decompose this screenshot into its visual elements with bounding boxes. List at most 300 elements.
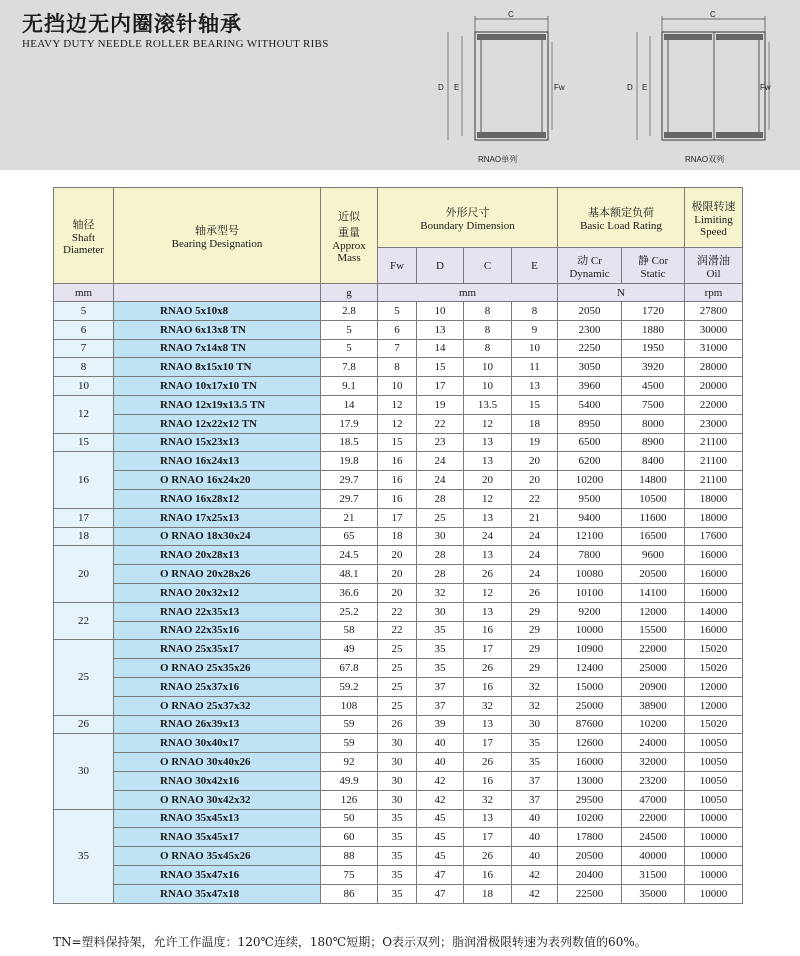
unit-designation	[114, 284, 321, 302]
page-subtitle: HEAVY DUTY NEEDLE ROLLER BEARING WITHOUT RIBS	[22, 38, 329, 50]
value-cell: 29	[512, 621, 558, 640]
value-cell: 26	[464, 565, 512, 584]
value-cell: 27800	[685, 302, 743, 321]
value-cell: 32	[464, 790, 512, 809]
designation-cell: RNAO 35x47x16	[114, 865, 321, 884]
value-cell: 2250	[558, 339, 622, 358]
designation-cell: O RNAO 25x37x32	[114, 696, 321, 715]
value-cell: 2050	[558, 302, 622, 321]
value-cell: 10000	[685, 865, 743, 884]
designation-cell: RNAO 6x13x8 TN	[114, 320, 321, 339]
value-cell: 17600	[685, 527, 743, 546]
table-row	[54, 828, 743, 847]
value-cell: 49	[321, 640, 378, 659]
value-cell: 22000	[685, 395, 743, 414]
value-cell: 30	[378, 771, 417, 790]
value-cell: 42	[417, 771, 464, 790]
header-boundary: 外形尺寸 Boundary Dimension	[378, 188, 558, 248]
value-cell: 22	[417, 414, 464, 433]
designation-cell: RNAO 22x35x13	[114, 602, 321, 621]
value-cell: 20	[464, 471, 512, 490]
table-row	[54, 677, 743, 696]
header-load: 基本额定负荷 Basic Load Rating	[558, 188, 685, 248]
value-cell: 17.9	[321, 414, 378, 433]
bearing-table	[53, 187, 743, 904]
sub-dynamic: 动 Cr Dynamic	[558, 248, 622, 284]
value-cell: 45	[417, 847, 464, 866]
value-cell: 10000	[685, 847, 743, 866]
value-cell: 10000	[685, 884, 743, 903]
designation-cell: RNAO 30x40x17	[114, 734, 321, 753]
value-cell: 10000	[558, 621, 622, 640]
value-cell: 10000	[685, 809, 743, 828]
value-cell: 10000	[685, 828, 743, 847]
value-cell: 47	[417, 884, 464, 903]
sub-c: C	[464, 248, 512, 284]
value-cell: 35	[417, 640, 464, 659]
designation-cell: RNAO 25x37x16	[114, 677, 321, 696]
sub-static: 静 Cor Static	[622, 248, 685, 284]
designation-cell: RNAO 5x10x8	[114, 302, 321, 321]
value-cell: 40	[512, 809, 558, 828]
value-cell: 28	[417, 546, 464, 565]
dim-c-label: C	[508, 10, 514, 19]
value-cell: 22	[512, 489, 558, 508]
value-cell: 16	[378, 471, 417, 490]
value-cell: 21	[512, 508, 558, 527]
value-cell: 7.8	[321, 358, 378, 377]
value-cell: 24	[512, 527, 558, 546]
value-cell: 16500	[622, 527, 685, 546]
table-row	[54, 302, 743, 321]
value-cell: 10050	[685, 790, 743, 809]
value-cell: 31500	[622, 865, 685, 884]
value-cell: 60	[321, 828, 378, 847]
value-cell: 108	[321, 696, 378, 715]
value-cell: 22000	[622, 809, 685, 828]
value-cell: 18	[464, 884, 512, 903]
value-cell: 26	[378, 715, 417, 734]
value-cell: 16	[464, 621, 512, 640]
value-cell: 17	[464, 640, 512, 659]
value-cell: 11	[512, 358, 558, 377]
value-cell: 1950	[622, 339, 685, 358]
value-cell: 14800	[622, 471, 685, 490]
value-cell: 29	[512, 640, 558, 659]
value-cell: 16000	[685, 621, 743, 640]
value-cell: 5	[378, 302, 417, 321]
shaft-diameter-cell: 35	[54, 809, 114, 903]
value-cell: 2.8	[321, 302, 378, 321]
value-cell: 13000	[558, 771, 622, 790]
value-cell: 42	[417, 790, 464, 809]
value-cell: 59	[321, 734, 378, 753]
value-cell: 15020	[685, 715, 743, 734]
table-row	[54, 433, 743, 452]
value-cell: 15	[512, 395, 558, 414]
value-cell: 40	[512, 847, 558, 866]
value-cell: 88	[321, 847, 378, 866]
sub-e: E	[512, 248, 558, 284]
table-row	[54, 471, 743, 490]
shaft-diameter-cell: 8	[54, 358, 114, 377]
value-cell: 10500	[622, 489, 685, 508]
value-cell: 126	[321, 790, 378, 809]
value-cell: 9200	[558, 602, 622, 621]
table-row	[54, 546, 743, 565]
designation-cell: RNAO 12x22x12 TN	[114, 414, 321, 433]
value-cell: 75	[321, 865, 378, 884]
table-row	[54, 621, 743, 640]
value-cell: 38900	[622, 696, 685, 715]
value-cell: 1720	[622, 302, 685, 321]
value-cell: 25000	[558, 696, 622, 715]
table-row	[54, 414, 743, 433]
dim-e-label: E	[454, 83, 460, 92]
value-cell: 23	[417, 433, 464, 452]
value-cell: 36.6	[321, 583, 378, 602]
value-cell: 16	[464, 677, 512, 696]
value-cell: 18000	[685, 508, 743, 527]
value-cell: 10100	[558, 583, 622, 602]
value-cell: 26	[464, 847, 512, 866]
shaft-diameter-cell: 12	[54, 395, 114, 433]
table-row	[54, 339, 743, 358]
designation-cell: O RNAO 16x24x20	[114, 471, 321, 490]
value-cell: 13	[417, 320, 464, 339]
value-cell: 6200	[558, 452, 622, 471]
value-cell: 18	[512, 414, 558, 433]
value-cell: 15020	[685, 640, 743, 659]
value-cell: 25.2	[321, 602, 378, 621]
value-cell: 30	[378, 790, 417, 809]
shaft-diameter-cell: 22	[54, 602, 114, 640]
value-cell: 12100	[558, 527, 622, 546]
value-cell: 17800	[558, 828, 622, 847]
value-cell: 12000	[685, 696, 743, 715]
designation-cell: RNAO 16x24x13	[114, 452, 321, 471]
value-cell: 42	[512, 865, 558, 884]
value-cell: 35	[417, 659, 464, 678]
dim-fw-label: Fw	[554, 83, 565, 92]
value-cell: 6	[378, 320, 417, 339]
designation-cell: O RNAO 30x40x26	[114, 753, 321, 772]
header-designation: 轴承型号 Bearing Designation	[114, 188, 321, 284]
table-row	[54, 508, 743, 527]
value-cell: 26	[464, 659, 512, 678]
sub-d: D	[417, 248, 464, 284]
value-cell: 65	[321, 527, 378, 546]
value-cell: 37	[417, 677, 464, 696]
value-cell: 29	[512, 659, 558, 678]
value-cell: 29.7	[321, 489, 378, 508]
value-cell: 40	[417, 753, 464, 772]
designation-cell: O RNAO 25x35x26	[114, 659, 321, 678]
table-row	[54, 865, 743, 884]
value-cell: 5	[321, 339, 378, 358]
designation-cell: RNAO 35x47x18	[114, 884, 321, 903]
value-cell: 32	[512, 677, 558, 696]
header-speed: 极限转速 Limiting Speed	[685, 188, 743, 248]
value-cell: 25	[378, 640, 417, 659]
value-cell: 26	[512, 583, 558, 602]
value-cell: 35	[378, 847, 417, 866]
value-cell: 37	[417, 696, 464, 715]
value-cell: 10200	[558, 809, 622, 828]
table-body	[54, 302, 743, 904]
shaft-diameter-cell: 15	[54, 433, 114, 452]
value-cell: 3960	[558, 377, 622, 396]
value-cell: 25	[417, 508, 464, 527]
value-cell: 30	[417, 602, 464, 621]
value-cell: 30	[378, 753, 417, 772]
value-cell: 12000	[685, 677, 743, 696]
value-cell: 48.1	[321, 565, 378, 584]
value-cell: 13	[464, 508, 512, 527]
value-cell: 14100	[622, 583, 685, 602]
value-cell: 12400	[558, 659, 622, 678]
unit-shaft: mm	[54, 284, 114, 302]
value-cell: 37	[512, 771, 558, 790]
value-cell: 19.8	[321, 452, 378, 471]
table-row	[54, 715, 743, 734]
unit-dim: mm	[378, 284, 558, 302]
value-cell: 21	[321, 508, 378, 527]
value-cell: 35	[417, 621, 464, 640]
value-cell: 35	[378, 865, 417, 884]
table-row	[54, 583, 743, 602]
value-cell: 29.7	[321, 471, 378, 490]
value-cell: 14000	[685, 602, 743, 621]
shaft-diameter-cell: 6	[54, 320, 114, 339]
dim-d-label-2: D	[627, 83, 633, 92]
value-cell: 12	[378, 395, 417, 414]
value-cell: 10050	[685, 771, 743, 790]
value-cell: 23000	[685, 414, 743, 433]
value-cell: 9	[512, 320, 558, 339]
table-row	[54, 320, 743, 339]
designation-cell: O RNAO 35x45x26	[114, 847, 321, 866]
value-cell: 59	[321, 715, 378, 734]
value-cell: 45	[417, 828, 464, 847]
designation-cell: RNAO 7x14x8 TN	[114, 339, 321, 358]
value-cell: 18000	[685, 489, 743, 508]
value-cell: 29	[512, 602, 558, 621]
shaft-diameter-cell: 10	[54, 377, 114, 396]
value-cell: 10	[464, 358, 512, 377]
value-cell: 20	[378, 565, 417, 584]
value-cell: 24.5	[321, 546, 378, 565]
value-cell: 25000	[622, 659, 685, 678]
value-cell: 49.9	[321, 771, 378, 790]
value-cell: 8400	[622, 452, 685, 471]
double-row-bearing-diagram	[625, 10, 775, 165]
value-cell: 13	[464, 809, 512, 828]
header-mass: 近似 重量 Approx Mass	[321, 188, 378, 284]
shaft-diameter-cell: 20	[54, 546, 114, 602]
designation-cell: RNAO 35x45x13	[114, 809, 321, 828]
designation-cell: RNAO 20x28x13	[114, 546, 321, 565]
dim-e-label-2: E	[642, 83, 648, 92]
designation-cell: O RNAO 20x28x26	[114, 565, 321, 584]
value-cell: 45	[417, 809, 464, 828]
value-cell: 14	[321, 395, 378, 414]
value-cell: 40000	[622, 847, 685, 866]
value-cell: 11600	[622, 508, 685, 527]
value-cell: 35	[378, 884, 417, 903]
value-cell: 20	[512, 452, 558, 471]
table-row	[54, 395, 743, 414]
table-row	[54, 847, 743, 866]
value-cell: 8	[378, 358, 417, 377]
designation-cell: RNAO 17x25x13	[114, 508, 321, 527]
value-cell: 17	[464, 734, 512, 753]
footnote: TN=塑料保持架，允许工作温度：120℃连续，180℃短期；O表示双列；脂润滑极限转速为表列数值的60%。	[53, 935, 647, 949]
value-cell: 24500	[622, 828, 685, 847]
value-cell: 24000	[622, 734, 685, 753]
value-cell: 25	[378, 696, 417, 715]
value-cell: 21100	[685, 452, 743, 471]
value-cell: 8000	[622, 414, 685, 433]
table-row	[54, 358, 743, 377]
value-cell: 9.1	[321, 377, 378, 396]
value-cell: 29500	[558, 790, 622, 809]
value-cell: 35	[378, 809, 417, 828]
value-cell: 16	[464, 771, 512, 790]
designation-cell: RNAO 15x23x13	[114, 433, 321, 452]
unit-speed: rpm	[685, 284, 743, 302]
value-cell: 22	[378, 602, 417, 621]
value-cell: 9600	[622, 546, 685, 565]
table-row	[54, 489, 743, 508]
value-cell: 19	[512, 433, 558, 452]
value-cell: 32	[512, 696, 558, 715]
value-cell: 10	[417, 302, 464, 321]
table-row	[54, 565, 743, 584]
header-band	[0, 0, 800, 170]
value-cell: 21100	[685, 433, 743, 452]
value-cell: 1880	[622, 320, 685, 339]
value-cell: 8	[464, 302, 512, 321]
value-cell: 9500	[558, 489, 622, 508]
table-row	[54, 640, 743, 659]
value-cell: 15	[417, 358, 464, 377]
value-cell: 92	[321, 753, 378, 772]
value-cell: 86	[321, 884, 378, 903]
value-cell: 10200	[622, 715, 685, 734]
value-cell: 22000	[622, 640, 685, 659]
value-cell: 20400	[558, 865, 622, 884]
value-cell: 35	[512, 753, 558, 772]
value-cell: 17	[464, 828, 512, 847]
value-cell: 28	[417, 489, 464, 508]
header-shaft: 轴径 Shaft Diameter	[54, 188, 114, 284]
value-cell: 40	[417, 734, 464, 753]
single-row-bearing-diagram	[430, 10, 565, 165]
value-cell: 13	[512, 377, 558, 396]
shaft-diameter-cell: 16	[54, 452, 114, 508]
page-title: 无挡边无内圈滚针轴承	[22, 11, 242, 36]
value-cell: 4500	[622, 377, 685, 396]
shaft-diameter-cell: 17	[54, 508, 114, 527]
table-row	[54, 452, 743, 471]
value-cell: 10	[464, 377, 512, 396]
table-row	[54, 377, 743, 396]
value-cell: 14	[417, 339, 464, 358]
value-cell: 10080	[558, 565, 622, 584]
table-row	[54, 659, 743, 678]
designation-cell: RNAO 35x45x17	[114, 828, 321, 847]
value-cell: 13	[464, 715, 512, 734]
value-cell: 10200	[558, 471, 622, 490]
value-cell: 26	[464, 753, 512, 772]
shaft-diameter-cell: 25	[54, 640, 114, 715]
value-cell: 20500	[558, 847, 622, 866]
value-cell: 12600	[558, 734, 622, 753]
value-cell: 31000	[685, 339, 743, 358]
value-cell: 3050	[558, 358, 622, 377]
designation-cell: RNAO 30x42x16	[114, 771, 321, 790]
shaft-diameter-cell: 7	[54, 339, 114, 358]
sub-fw: Fw	[378, 248, 417, 284]
value-cell: 30000	[685, 320, 743, 339]
value-cell: 8	[464, 339, 512, 358]
value-cell: 10900	[558, 640, 622, 659]
dim-fw-label-2: Fw	[760, 83, 771, 92]
designation-cell: RNAO 16x28x12	[114, 489, 321, 508]
designation-cell: RNAO 26x39x13	[114, 715, 321, 734]
table-row	[54, 527, 743, 546]
value-cell: 10050	[685, 734, 743, 753]
value-cell: 30	[512, 715, 558, 734]
value-cell: 20	[378, 546, 417, 565]
value-cell: 28000	[685, 358, 743, 377]
value-cell: 12	[464, 583, 512, 602]
value-cell: 7500	[622, 395, 685, 414]
single-row-caption: RNAO单列	[478, 155, 518, 164]
value-cell: 3920	[622, 358, 685, 377]
double-row-caption: RNAO双列	[685, 155, 725, 164]
value-cell: 17	[417, 377, 464, 396]
value-cell: 8900	[622, 433, 685, 452]
value-cell: 15500	[622, 621, 685, 640]
value-cell: 16000	[685, 565, 743, 584]
designation-cell: RNAO 22x35x16	[114, 621, 321, 640]
unit-mass: g	[321, 284, 378, 302]
table-row	[54, 771, 743, 790]
value-cell: 19	[417, 395, 464, 414]
value-cell: 28	[417, 565, 464, 584]
value-cell: 12000	[622, 602, 685, 621]
value-cell: 23200	[622, 771, 685, 790]
value-cell: 10050	[685, 753, 743, 772]
designation-cell: RNAO 8x15x10 TN	[114, 358, 321, 377]
value-cell: 15	[378, 433, 417, 452]
table-row	[54, 753, 743, 772]
value-cell: 20900	[622, 677, 685, 696]
value-cell: 35	[512, 734, 558, 753]
value-cell: 20500	[622, 565, 685, 584]
value-cell: 5400	[558, 395, 622, 414]
value-cell: 40	[512, 828, 558, 847]
value-cell: 18	[378, 527, 417, 546]
value-cell: 59.2	[321, 677, 378, 696]
value-cell: 12	[464, 414, 512, 433]
dim-c-label-2: C	[710, 10, 716, 19]
value-cell: 24	[417, 471, 464, 490]
value-cell: 16	[378, 452, 417, 471]
value-cell: 18.5	[321, 433, 378, 452]
